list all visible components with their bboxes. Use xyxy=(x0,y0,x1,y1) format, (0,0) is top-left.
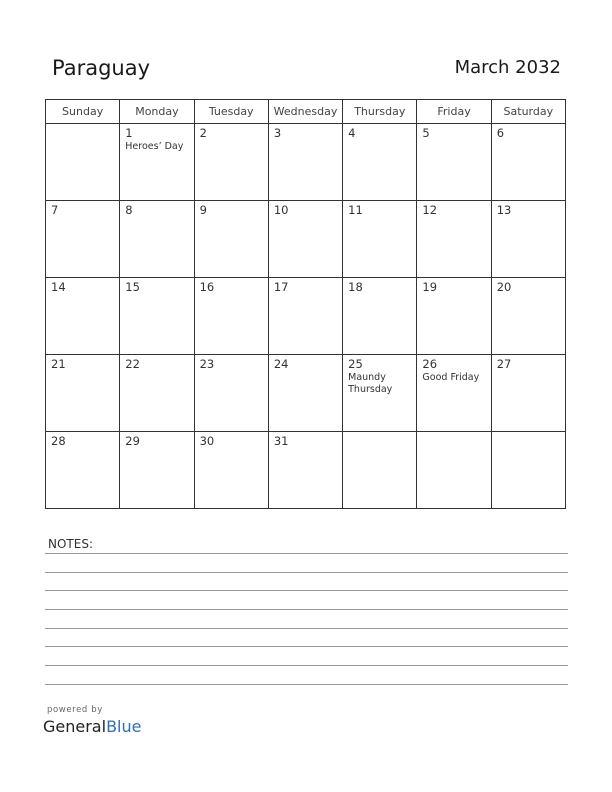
week-row xyxy=(46,201,566,278)
day-number: 29 xyxy=(125,434,140,448)
day-number: 12 xyxy=(422,203,438,217)
day-number: 9 xyxy=(199,203,207,217)
holiday-label: Maundy Thursday xyxy=(348,372,393,395)
day-cell xyxy=(491,278,565,355)
day-cell xyxy=(343,355,417,432)
day-number: 11 xyxy=(348,203,363,217)
calendar-month-title: March 2032 xyxy=(454,57,561,78)
day-cell xyxy=(417,124,491,201)
day-cell xyxy=(417,278,491,355)
weekday-header: Thursday xyxy=(343,100,417,124)
day-cell xyxy=(194,432,268,509)
day-number: 8 xyxy=(125,203,133,217)
notes-line xyxy=(45,590,568,591)
day-cell xyxy=(194,355,268,432)
day-number: 22 xyxy=(125,357,140,371)
day-number: 15 xyxy=(125,280,140,294)
day-number: 18 xyxy=(348,280,363,294)
day-cell xyxy=(417,355,491,432)
notes-line xyxy=(45,665,568,666)
day-number: 31 xyxy=(273,434,289,448)
day-cell xyxy=(120,124,194,201)
week-row xyxy=(46,355,566,432)
weekday-header: Sunday xyxy=(46,100,120,124)
day-number: 2 xyxy=(199,126,207,140)
day-cell xyxy=(491,432,565,509)
day-number: 5 xyxy=(422,126,430,140)
notes-line xyxy=(45,684,568,685)
day-number: 17 xyxy=(273,280,289,294)
notes-label: NOTES: xyxy=(48,537,93,551)
day-cell xyxy=(194,124,268,201)
day-cell xyxy=(46,432,120,509)
day-number: 24 xyxy=(273,357,289,371)
day-number: 7 xyxy=(51,203,59,217)
day-number: 6 xyxy=(496,126,505,140)
week-row xyxy=(46,432,566,509)
week-row xyxy=(46,278,566,355)
day-number: 16 xyxy=(199,280,215,294)
day-cell xyxy=(46,201,120,278)
day-number: 28 xyxy=(51,434,66,448)
day-cell xyxy=(343,124,417,201)
day-cell xyxy=(46,355,120,432)
day-cell xyxy=(417,201,491,278)
generalblue-logo[interactable] xyxy=(43,717,141,736)
day-cell xyxy=(268,124,342,201)
holiday-label: Good Friday xyxy=(422,372,480,383)
day-number: 30 xyxy=(199,434,215,448)
day-cell xyxy=(268,355,342,432)
day-cell xyxy=(120,278,194,355)
day-number: 23 xyxy=(199,357,215,371)
day-cell xyxy=(491,124,565,201)
day-number: 13 xyxy=(496,203,512,217)
weekday-header-row xyxy=(46,100,566,124)
weekday-header: Wednesday xyxy=(268,100,342,124)
day-cell xyxy=(194,201,268,278)
day-number: 14 xyxy=(51,280,66,294)
weekday-header: Tuesday xyxy=(194,100,268,124)
day-cell xyxy=(343,278,417,355)
notes-line xyxy=(45,572,568,573)
day-cell xyxy=(194,278,268,355)
day-cell xyxy=(120,355,194,432)
logo-text-blue: Blue xyxy=(106,717,142,736)
notes-line xyxy=(45,553,568,554)
day-number: 10 xyxy=(273,203,289,217)
calendar-grid xyxy=(45,99,566,509)
notes-line xyxy=(45,628,568,629)
logo-text-general: General xyxy=(43,717,107,736)
day-cell xyxy=(120,432,194,509)
powered-by-label: powered by xyxy=(47,705,103,715)
weekday-header: Friday xyxy=(417,100,491,124)
day-cell xyxy=(343,432,417,509)
day-cell xyxy=(491,355,565,432)
day-cell xyxy=(343,201,417,278)
day-number: 20 xyxy=(496,280,512,294)
weekday-header: Monday xyxy=(120,100,194,124)
day-cell xyxy=(120,201,194,278)
day-cell xyxy=(46,124,120,201)
day-number: 26 xyxy=(422,357,438,371)
day-cell xyxy=(46,278,120,355)
week-row xyxy=(46,124,566,201)
day-cell xyxy=(491,201,565,278)
calendar-country-title: Paraguay xyxy=(52,56,151,80)
day-cell xyxy=(268,432,342,509)
day-number: 25 xyxy=(348,357,363,371)
day-number: 4 xyxy=(348,126,356,140)
day-number: 21 xyxy=(51,357,66,371)
notes-line xyxy=(45,609,568,610)
day-number: 27 xyxy=(496,357,512,371)
day-number: 3 xyxy=(273,126,282,140)
weekday-header: Saturday xyxy=(491,100,565,124)
day-number: 19 xyxy=(422,280,438,294)
day-cell xyxy=(268,201,342,278)
day-cell xyxy=(417,432,491,509)
day-cell xyxy=(268,278,342,355)
notes-line xyxy=(45,646,568,647)
day-number: 1 xyxy=(125,126,133,140)
holiday-label: Heroes’ Day xyxy=(125,141,184,152)
